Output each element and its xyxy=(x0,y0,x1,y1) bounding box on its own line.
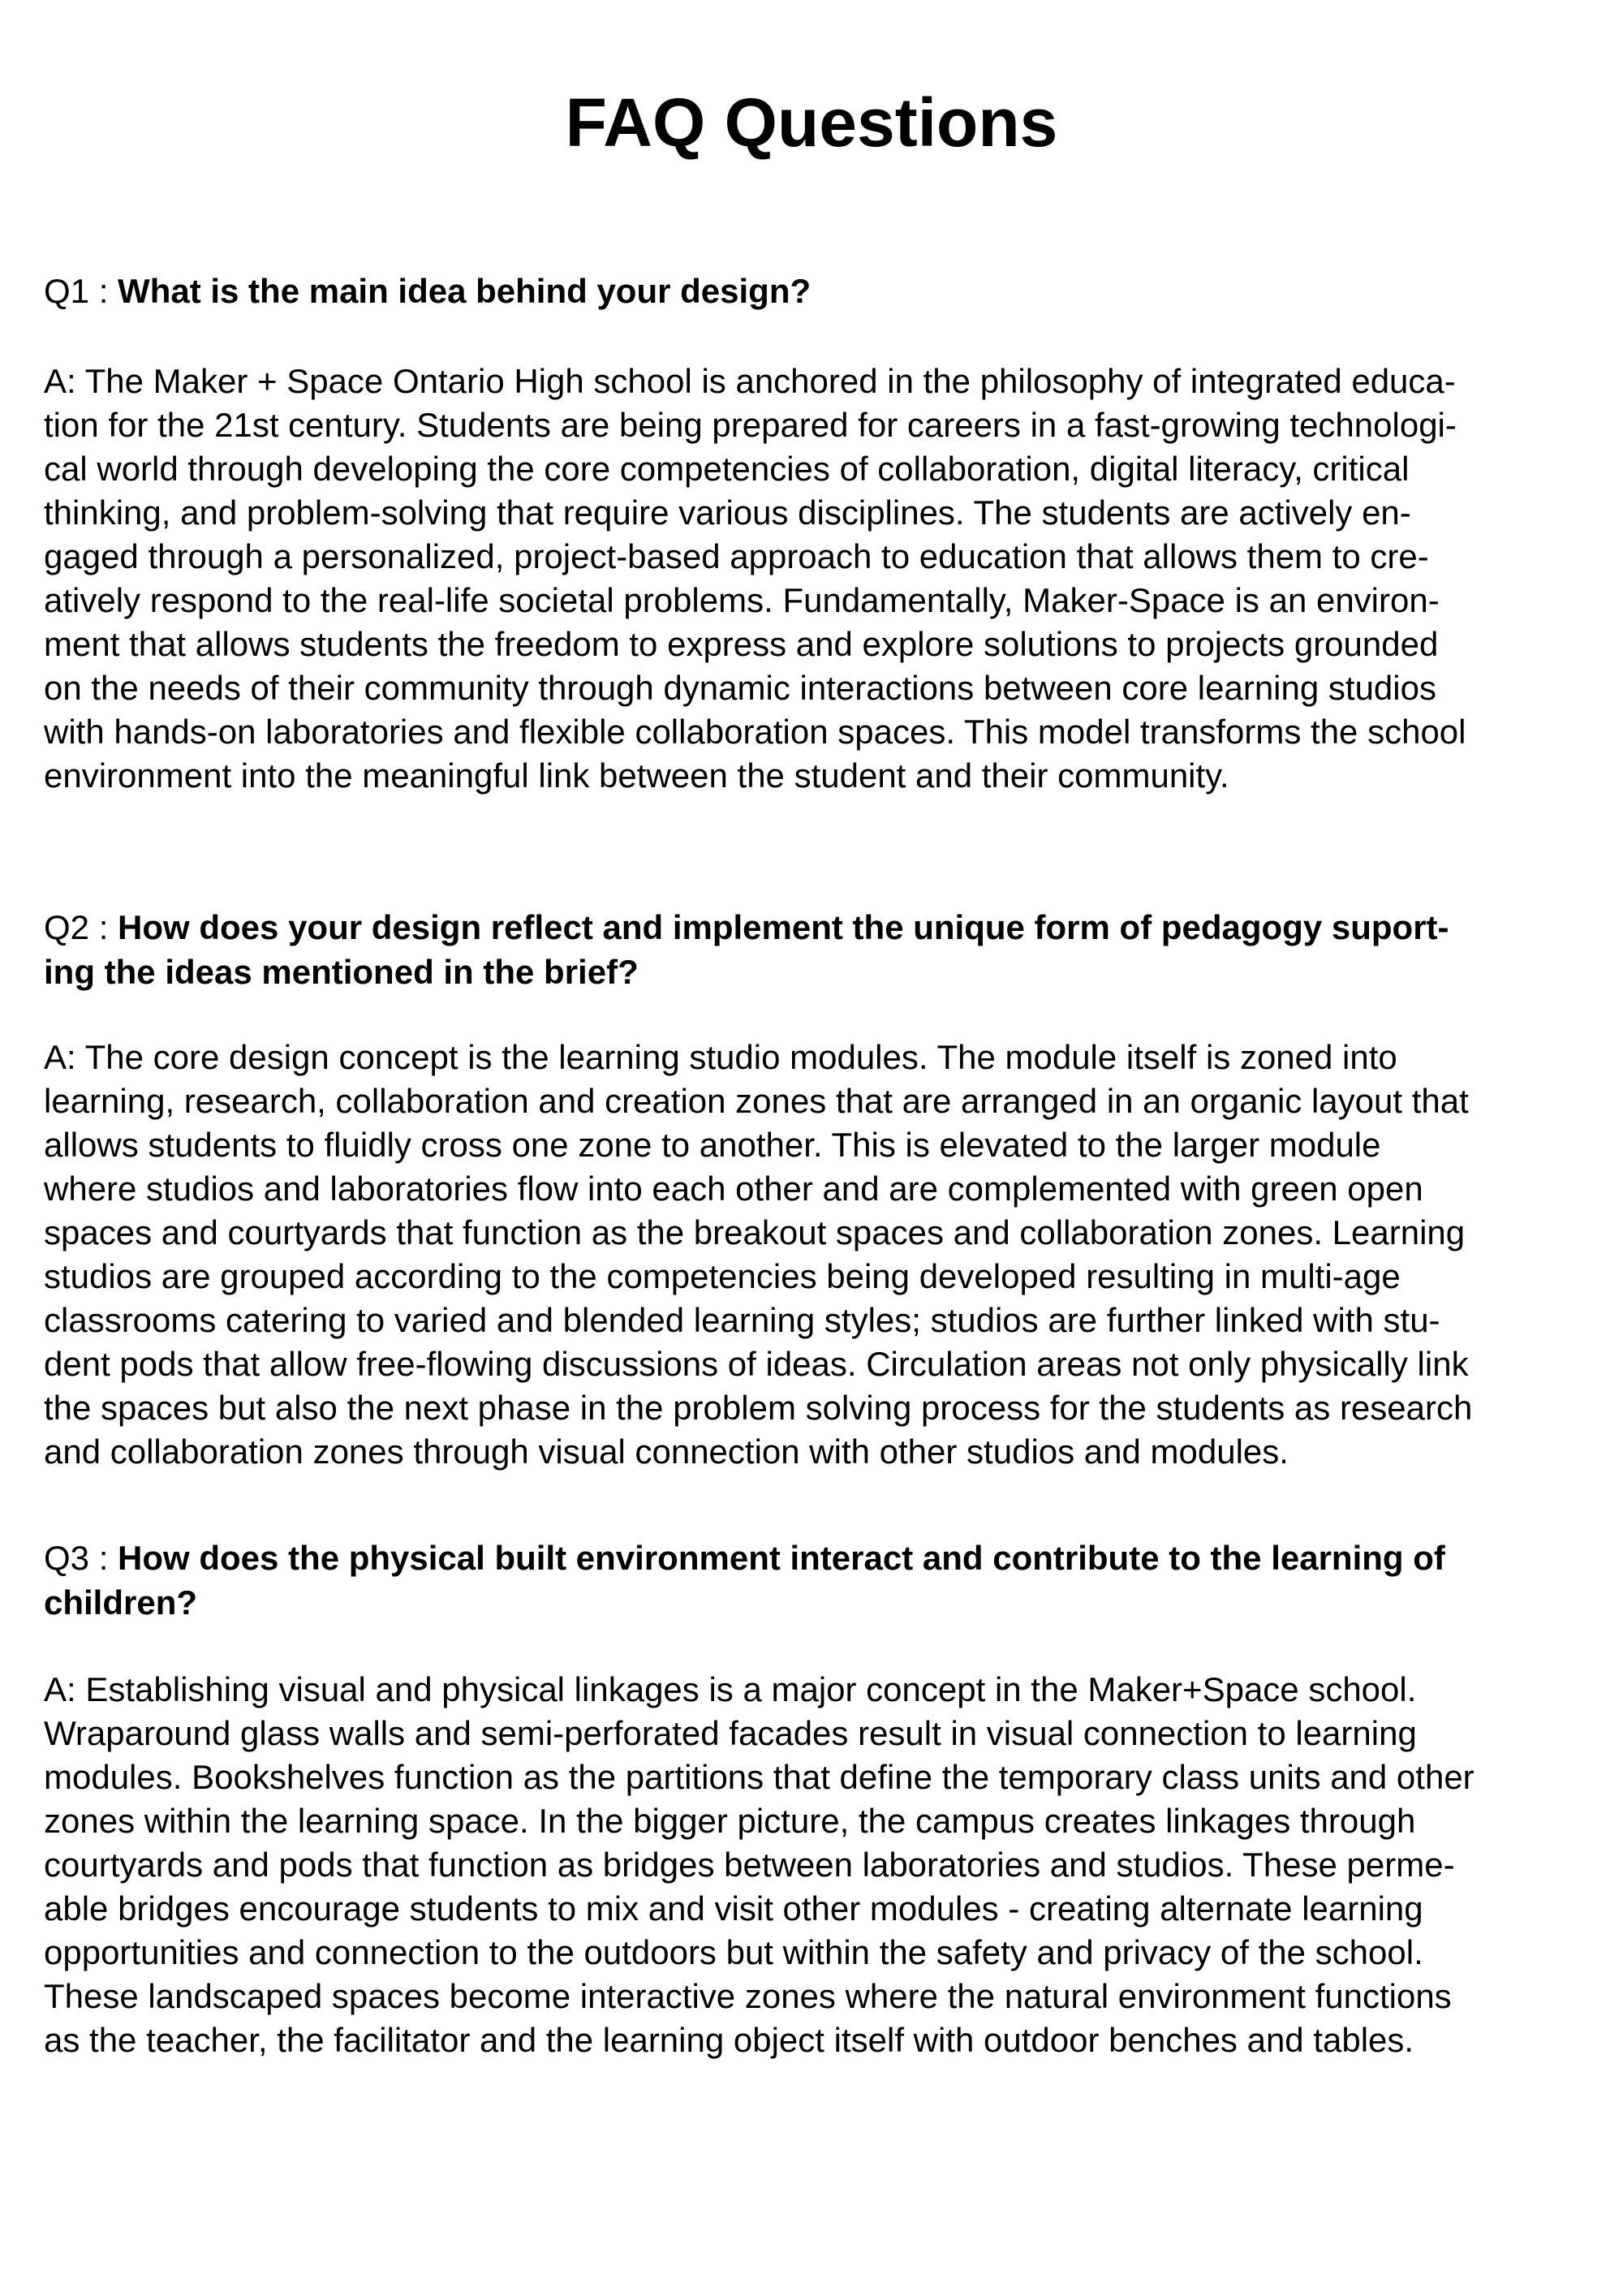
answer-line: learning, research, collaboration and creation zones that are arranged in an organic layout that xyxy=(44,1082,1469,1120)
question-text: What is the main idea behind your design? xyxy=(118,272,812,310)
question-text: How does the physical built environment interact and contribute to the learning of xyxy=(118,1539,1445,1577)
answer-line: atively respond to the real-life societal problems. Fundamentally, Maker-Space is an environ- xyxy=(44,581,1440,619)
answer-line: as the teacher, the facilitator and the learning object itself with outdoor benches and tables. xyxy=(44,2021,1414,2059)
answer-line: dent pods that allow free-flowing discussions of ideas. Circulation areas not only physically link xyxy=(44,1345,1469,1383)
answer-line: gaged through a personalized, project-based approach to education that allows them to cre- xyxy=(44,537,1429,575)
answer-line: A: Establishing visual and physical linkages is a major concept in the Maker+Space school. xyxy=(44,1670,1417,1708)
answer-line: zones within the learning space. In the bigger picture, the campus creates linkages through xyxy=(44,1802,1416,1840)
answer-line: the spaces but also the next phase in the problem solving process for the students as research xyxy=(44,1389,1473,1427)
faq-answer-3 xyxy=(44,1668,1586,2062)
answer-line: cal world through developing the core competencies of collaboration, digital literacy, critical xyxy=(44,450,1410,488)
answer-line: opportunities and connection to the outdoors but within the safety and privacy of the school. xyxy=(44,1933,1423,1971)
answer-line: thinking, and problem-solving that require various disciplines. The students are actively en- xyxy=(44,493,1411,532)
faq-answer-1 xyxy=(44,360,1586,798)
answer-line: environment into the meaningful link between the student and their community. xyxy=(44,756,1229,795)
page-title: FAQ Questions xyxy=(565,84,1058,161)
answer-line: where studios and laboratories flow into each other and are complemented with green open xyxy=(44,1170,1423,1208)
question-label: Q2 : xyxy=(44,908,118,946)
question-text: How does your design reflect and implement the unique form of pedagogy suport- xyxy=(118,908,1449,946)
answer-line: A: The core design concept is the learning studio modules. The module itself is zoned into xyxy=(44,1038,1397,1076)
question-text: ing the ideas mentioned in the brief? xyxy=(44,953,639,991)
answer-line: ment that allows students the freedom to express and explore solutions to projects grounded xyxy=(44,625,1439,663)
answer-line: with hands-on laboratories and flexible collaboration spaces. This model transforms the school xyxy=(44,713,1466,751)
answer-line: Wraparound glass walls and semi-perforated facades result in visual connection to learning xyxy=(44,1714,1417,1752)
question-text: children? xyxy=(44,1583,198,1622)
answer-line: A: The Maker + Space Ontario High school is anchored in the philosophy of integrated educa- xyxy=(44,362,1456,400)
answer-line: courtyards and pods that function as bridges between laboratories and studios. These perme- xyxy=(44,1846,1455,1884)
answer-line: These landscaped spaces become interactive zones where the natural environment functions xyxy=(44,1977,1452,2015)
faq-answer-2 xyxy=(44,1036,1586,1474)
answer-line: on the needs of their community through dynamic interactions between core learning studios xyxy=(44,669,1436,707)
answer-line: tion for the 21st century. Students are being prepared for careers in a fast-growing technologi- xyxy=(44,406,1457,444)
answer-line: and collaboration zones through visual connection with other studios and modules. xyxy=(44,1432,1289,1471)
answer-line: studios are grouped according to the competencies being developed resulting in multi-age xyxy=(44,1257,1401,1295)
answer-line: classrooms catering to varied and blended learning styles; studios are further linked with stu- xyxy=(44,1301,1440,1339)
faq-question-1 xyxy=(44,269,1586,313)
answer-line: modules. Bookshelves function as the partitions that define the temporary class units and other xyxy=(44,1758,1474,1796)
question-label: Q3 : xyxy=(44,1539,118,1577)
question-label: Q1 : xyxy=(44,272,118,310)
question-line xyxy=(44,1536,1586,1580)
question-line xyxy=(44,905,1586,950)
answer-line: allows students to fluidly cross one zone to another. This is elevated to the larger module xyxy=(44,1126,1381,1164)
answer-line: able bridges encourage students to mix and visit other modules - creating alternate learning xyxy=(44,1889,1423,1928)
answer-line: spaces and courtyards that function as the breakout spaces and collaboration zones. Learning xyxy=(44,1213,1466,1251)
faq-question-3 xyxy=(44,1536,1586,1625)
faq-question-2 xyxy=(44,905,1586,994)
